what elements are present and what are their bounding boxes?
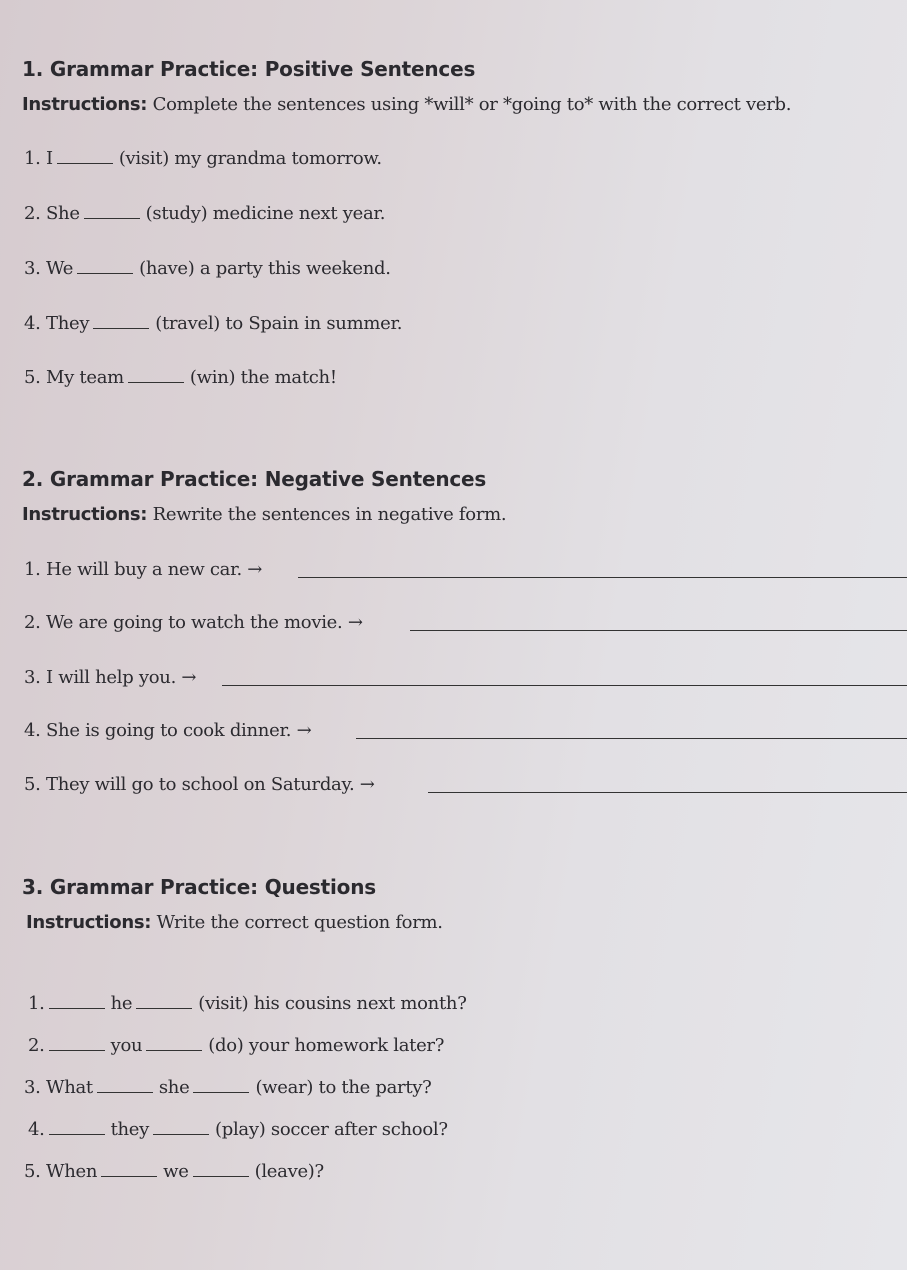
list-item xyxy=(28,993,467,1014)
answer-blank[interactable] xyxy=(57,162,113,164)
item-text: (travel) to Spain in summer. xyxy=(155,313,403,334)
item-prefix: 2. She xyxy=(24,203,80,224)
item-text: (play) soccer after school? xyxy=(215,1119,448,1140)
answer-blank[interactable] xyxy=(101,1175,157,1177)
item-subject: they xyxy=(110,1119,150,1140)
answer-blank[interactable] xyxy=(146,1049,202,1051)
answer-blank[interactable] xyxy=(136,1007,192,1009)
answer-blank[interactable] xyxy=(84,217,140,219)
section-1-instructions xyxy=(22,94,791,115)
list-item xyxy=(24,667,196,688)
item-text: 4. She is going to cook dinner. → xyxy=(24,720,312,741)
list-item xyxy=(24,1161,324,1182)
list-item xyxy=(24,148,382,169)
item-text: 1. He will buy a new car. → xyxy=(24,559,263,580)
item-text: (have) a party this weekend. xyxy=(139,258,391,279)
list-item xyxy=(24,720,311,741)
list-item xyxy=(24,1077,432,1098)
item-prefix: 1. xyxy=(28,993,45,1014)
section-1-title: 1. Grammar Practice: Positive Sentences xyxy=(22,57,476,81)
item-prefix: 5. My team xyxy=(24,367,124,388)
answer-blank[interactable] xyxy=(97,1091,153,1093)
list-item xyxy=(24,774,375,795)
item-prefix: 3. What xyxy=(24,1077,93,1098)
section-2-instructions xyxy=(22,504,506,525)
item-text: 5. They will go to school on Saturday. → xyxy=(24,774,375,795)
answer-blank[interactable] xyxy=(128,381,184,383)
item-text: (do) your homework later? xyxy=(208,1035,445,1056)
instructions-label: Instructions: xyxy=(26,912,152,933)
answer-blank[interactable] xyxy=(49,1133,105,1135)
item-text: 3. I will help you. → xyxy=(24,667,197,688)
instructions-label: Instructions: xyxy=(22,94,148,115)
answer-line[interactable] xyxy=(356,737,907,739)
answer-blank[interactable] xyxy=(49,1007,105,1009)
answer-blank[interactable] xyxy=(93,327,149,329)
instructions-text: Rewrite the sentences in negative form. xyxy=(147,504,507,525)
answer-line[interactable] xyxy=(298,576,907,578)
item-text: 2. We are going to watch the movie. → xyxy=(24,612,363,633)
list-item xyxy=(24,203,385,224)
answer-blank[interactable] xyxy=(153,1133,209,1135)
item-prefix: 2. xyxy=(28,1035,45,1056)
section-3-instructions xyxy=(26,912,443,933)
list-item xyxy=(24,559,262,580)
list-item xyxy=(24,313,402,334)
item-prefix: 4. They xyxy=(24,313,90,334)
item-subject: she xyxy=(158,1077,190,1098)
item-text: (win) the match! xyxy=(189,367,337,388)
list-item xyxy=(28,1119,448,1140)
item-text: (visit) his cousins next month? xyxy=(198,993,467,1014)
answer-blank[interactable] xyxy=(77,272,133,274)
item-subject: he xyxy=(110,993,133,1014)
instructions-label: Instructions: xyxy=(22,504,148,525)
section-2-title: 2. Grammar Practice: Negative Sentences xyxy=(22,467,487,491)
item-subject: you xyxy=(110,1035,143,1056)
item-prefix: 3. We xyxy=(24,258,74,279)
item-prefix: 4. xyxy=(28,1119,45,1140)
item-text: (leave)? xyxy=(254,1161,324,1182)
item-text: (study) medicine next year. xyxy=(145,203,386,224)
answer-blank[interactable] xyxy=(193,1175,249,1177)
list-item xyxy=(24,367,337,388)
instructions-text: Write the correct question form. xyxy=(151,912,443,933)
answer-line[interactable] xyxy=(222,684,907,686)
answer-line[interactable] xyxy=(428,791,907,793)
instructions-text: Complete the sentences using *will* or *going to* with the correct verb. xyxy=(147,94,792,115)
answer-line[interactable] xyxy=(410,629,907,631)
section-3-title: 3. Grammar Practice: Questions xyxy=(22,875,376,899)
item-prefix: 1. I xyxy=(24,148,53,169)
item-text: (wear) to the party? xyxy=(255,1077,432,1098)
list-item xyxy=(24,612,363,633)
list-item xyxy=(24,258,391,279)
item-subject: we xyxy=(163,1161,189,1182)
item-text: (visit) my grandma tomorrow. xyxy=(118,148,382,169)
answer-blank[interactable] xyxy=(49,1049,105,1051)
answer-blank[interactable] xyxy=(193,1091,249,1093)
item-prefix: 5. When xyxy=(24,1161,98,1182)
list-item xyxy=(28,1035,444,1056)
